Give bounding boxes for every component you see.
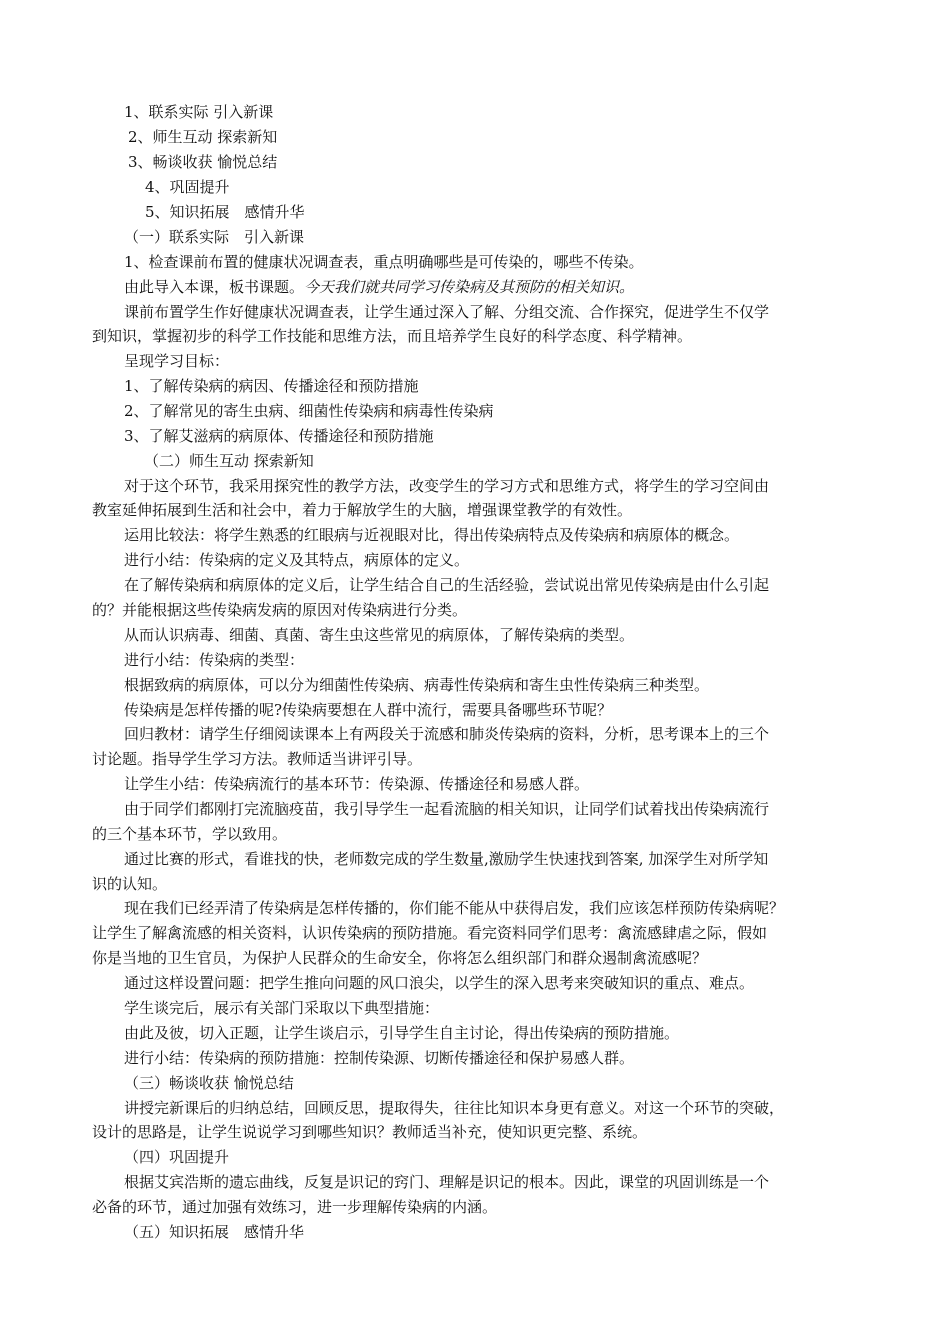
s2-paragraph-6: 进行小结：传染病的类型： bbox=[124, 651, 305, 669]
s2-paragraph-4-line-2: 的？并能根据这些传染病发病的原因对传染病进行分类。 bbox=[92, 601, 468, 619]
s2-paragraph-11-line-1: 由于同学们都刚打完流脑疫苗，我引导学生一起看流脑的相关知识，让同学们试着找出传染病流行 bbox=[124, 800, 770, 818]
section-2-heading: （二）师生互动 探索新知 bbox=[144, 452, 314, 470]
s2-paragraph-3: 进行小结：传染病的定义及其特点，病原体的定义。 bbox=[124, 551, 470, 569]
outline-item-2: 2、师生互动 探索新知 bbox=[128, 128, 278, 146]
s2-paragraph-4-line-1: 在了解传染病和病原体的定义后，让学生结合自己的生活经验，尝试说出常见传染病是由什么引起 bbox=[124, 576, 770, 594]
s1-lesson-title-italic: 今天我们就共同学习传染病及其预防的相关知识。 bbox=[304, 278, 635, 296]
s2-paragraph-8: 传染病是怎样传播的呢?传染病要想在人群中流行，需要具备哪些环节呢？ bbox=[124, 701, 613, 719]
outline-item-1: 1、联系实际 引入新课 bbox=[124, 103, 274, 121]
outline-item-3: 3、畅谈收获 愉悦总结 bbox=[128, 153, 278, 171]
section-4-heading: （四）巩固提升 bbox=[124, 1148, 230, 1166]
s1-goal-3: 3、了解艾滋病的病原体、传播途径和预防措施 bbox=[124, 427, 434, 445]
s2-paragraph-9-line-1: 回归教材：请学生仔细阅读课本上有两段关于流感和肺炎传染病的资料，分析，思考课本上的三个 bbox=[124, 725, 770, 743]
s1-goals-label: 呈现学习目标： bbox=[124, 352, 230, 370]
section-5-heading: （五）知识拓展 感情升华 bbox=[124, 1223, 305, 1241]
s2-paragraph-2: 运用比较法：将学生熟悉的红眼病与近视眼对比，得出传染病特点及传染病和病原体的概念。 bbox=[124, 526, 740, 544]
s1-paragraph-3-line-2: 到知识，掌握初步的科学工作技能和思维方法，而且培养学生良好的科学态度、科学精神。 bbox=[92, 327, 693, 345]
s2-paragraph-10: 让学生小结：传染病流行的基本环节：传染源、传播途径和易感人群。 bbox=[124, 775, 590, 793]
s1-paragraph-1: 1、检查课前布置的健康状况调查表，重点明确哪些是可传染的，哪些不传染。 bbox=[124, 253, 644, 271]
s1-goal-1: 1、了解传染病的病因、传播途径和预防措施 bbox=[124, 377, 419, 395]
s2-paragraph-7: 根据致病的病原体，可以分为细菌性传染病、病毒性传染病和寄生虫性传染病三种类型。 bbox=[124, 676, 710, 694]
s1-paragraph-3-line-1: 课前布置学生作好健康状况调查表，让学生通过深入了解、分组交流、合作探究，促进学生不仅学 bbox=[124, 303, 770, 321]
s1-goal-2: 2、了解常见的寄生虫病、细菌性传染病和病毒性传染病 bbox=[124, 402, 494, 420]
s2-paragraph-5: 从而认识病毒、细菌、真菌、寄生虫这些常见的病原体，了解传染病的类型。 bbox=[124, 626, 635, 644]
s1-paragraph-2-text: 由此导入本课，板书课题。 bbox=[124, 278, 305, 296]
s2-paragraph-16: 由此及彼，切入正题，让学生谈启示，引导学生自主讨论，得出传染病的预防措施。 bbox=[124, 1024, 680, 1042]
s3-paragraph-1-line-1: 讲授完新课后的归纳总结，回顾反思，提取得失，往往比知识本身更有意义。对这一个环节的突破， bbox=[124, 1099, 785, 1117]
s3-paragraph-1-line-2: 设计的思路是，让学生说说学习到哪些知识？教师适当补充，使知识更完整、系统。 bbox=[92, 1123, 648, 1141]
s2-paragraph-13-line-2: 让学生了解禽流感的相关资料，认识传染病的预防措施。看完资料同学们思考：禽流感肆虐之际，假如 bbox=[92, 924, 768, 942]
outline-item-4: 4、巩固提升 bbox=[145, 178, 230, 196]
s2-paragraph-15: 学生谈完后，展示有关部门采取以下典型措施： bbox=[124, 999, 440, 1017]
s1-paragraph-2 bbox=[124, 277, 634, 297]
s2-paragraph-1-line-1: 对于这个环节，我采用探究性的教学方法，改变学生的学习方式和思维方式，将学生的学习空间由 bbox=[124, 477, 770, 495]
section-1-heading: （一）联系实际 引入新课 bbox=[124, 228, 305, 246]
s2-paragraph-1-line-2: 教室延伸拓展到生活和社会中，着力于解放学生的大脑，增强课堂教学的有效性。 bbox=[92, 501, 633, 519]
s4-paragraph-1-line-2: 必备的环节，通过加强有效练习，进一步理解传染病的内涵。 bbox=[92, 1198, 498, 1216]
s2-paragraph-12-line-1: 通过比赛的形式，看谁找的快，老师数完成的学生数量,激励学生快速找到答案, 加深学生对所学知 bbox=[124, 850, 769, 868]
section-3-heading: （三）畅谈收获 愉悦总结 bbox=[124, 1074, 294, 1092]
s4-paragraph-1-line-1: 根据艾宾浩斯的遗忘曲线，反复是识记的窍门、理解是识记的根本。因此，课堂的巩固训练是一个 bbox=[124, 1173, 770, 1191]
s2-paragraph-14: 通过这样设置问题：把学生推向问题的风口浪尖，以学生的深入思考来突破知识的重点、难点。 bbox=[124, 974, 755, 992]
s2-paragraph-11-line-2: 的三个基本环节，学以致用。 bbox=[92, 825, 288, 843]
s2-paragraph-13-line-1: 现在我们已经弄清了传染病是怎样传播的，你们能不能从中获得启发，我们应该怎样预防传染病呢？ bbox=[124, 899, 785, 917]
s2-paragraph-12-line-2: 识的认知。 bbox=[92, 875, 168, 893]
s2-paragraph-17: 进行小结：传染病的预防措施：控制传染源、切断传播途径和保护易感人群。 bbox=[124, 1049, 635, 1067]
outline-item-5: 5、知识拓展 感情升华 bbox=[145, 203, 305, 221]
s2-paragraph-13-line-3: 你是当地的卫生官员，为保护人民群众的生命安全，你将怎么组织部门和群众遏制禽流感呢？ bbox=[92, 949, 708, 967]
s2-paragraph-9-line-2: 讨论题。指导学生学习方法。教师适当讲评引导。 bbox=[92, 750, 423, 768]
